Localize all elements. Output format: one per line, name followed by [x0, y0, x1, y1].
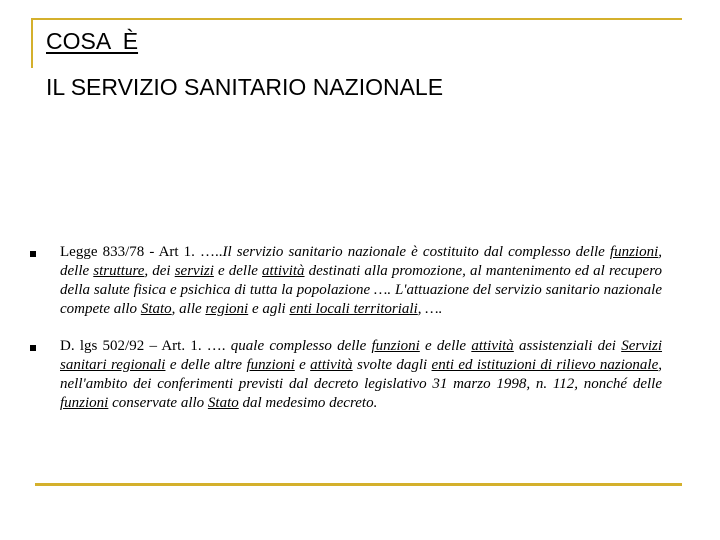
- slide-title-line2: IL SERVIZIO SANITARIO NAZIONALE: [46, 74, 444, 100]
- underlined-text-segment: Stato: [140, 301, 172, 317]
- underlined-text-segment: enti locali territoriali: [289, 301, 418, 317]
- text-segment: e agli: [248, 301, 290, 317]
- text-segment: , dei: [144, 263, 175, 279]
- bullet-item: [30, 337, 662, 413]
- text-segment: , alle: [171, 301, 206, 317]
- bullet-list: [30, 243, 662, 431]
- text-segment: Il servizio sanitario nazionale è costituito dal complesso delle: [222, 244, 610, 260]
- underlined-text-segment: funzioni: [609, 244, 659, 260]
- text-segment: quale complesso delle: [230, 338, 372, 354]
- text-segment: e delle: [419, 338, 472, 354]
- underlined-text-segment: attività: [310, 357, 353, 373]
- text-segment: , nell'ambito dei conferimenti previsti dal decreto legislativo 31 marzo 1998, n. 112, nonché delle: [60, 357, 662, 392]
- text-segment: D. lgs 502/92 – Art. 1. ….: [60, 338, 231, 354]
- underlined-text-segment: funzioni: [246, 357, 295, 373]
- underlined-text-segment: Servizi sanitari regionali: [60, 338, 663, 373]
- text-segment: e delle altre: [165, 357, 247, 373]
- underlined-text-segment: regioni: [205, 301, 249, 317]
- text-segment: Legge 833/78 - Art 1. …..: [60, 244, 223, 260]
- slide-title-line1: COSA È: [46, 28, 139, 54]
- text-segment: e delle: [213, 263, 263, 279]
- underlined-text-segment: attività: [262, 263, 305, 279]
- text-segment: dal medesimo decreto.: [238, 395, 378, 411]
- text-segment: , ….: [417, 301, 443, 317]
- slide-frame-top-rule: [31, 18, 682, 20]
- text-segment: svolte dagli: [352, 357, 432, 373]
- text-segment: e: [294, 357, 311, 373]
- slide-frame-bottom-rule: [35, 483, 682, 486]
- underlined-text-segment: funzioni: [371, 338, 420, 354]
- text-segment: destinati alla promozione, al mantenimento ed al recupero della salute fisica e psichica di tutta la popolazione …. L'attuazione del servizio sanitario nazionale compete allo: [60, 263, 662, 317]
- underlined-text-segment: strutture: [93, 263, 145, 279]
- text-segment: conservate allo: [108, 395, 208, 411]
- text-segment: assistenziali dei: [513, 338, 622, 354]
- bullet-text: [60, 337, 662, 413]
- underlined-text-segment: enti ed istituzioni di rilievo nazionale: [431, 357, 659, 373]
- bullet-text: [60, 243, 662, 319]
- square-bullet-icon: [30, 251, 36, 257]
- slide-frame-left-rule: [31, 18, 33, 68]
- text-segment: , delle: [60, 244, 662, 279]
- underlined-text-segment: Stato: [207, 395, 239, 411]
- underlined-text-segment: attività: [471, 338, 514, 354]
- underlined-text-segment: funzioni: [60, 395, 109, 411]
- bullet-item: [30, 243, 662, 319]
- underlined-text-segment: servizi: [174, 263, 214, 279]
- square-bullet-icon: [30, 345, 36, 351]
